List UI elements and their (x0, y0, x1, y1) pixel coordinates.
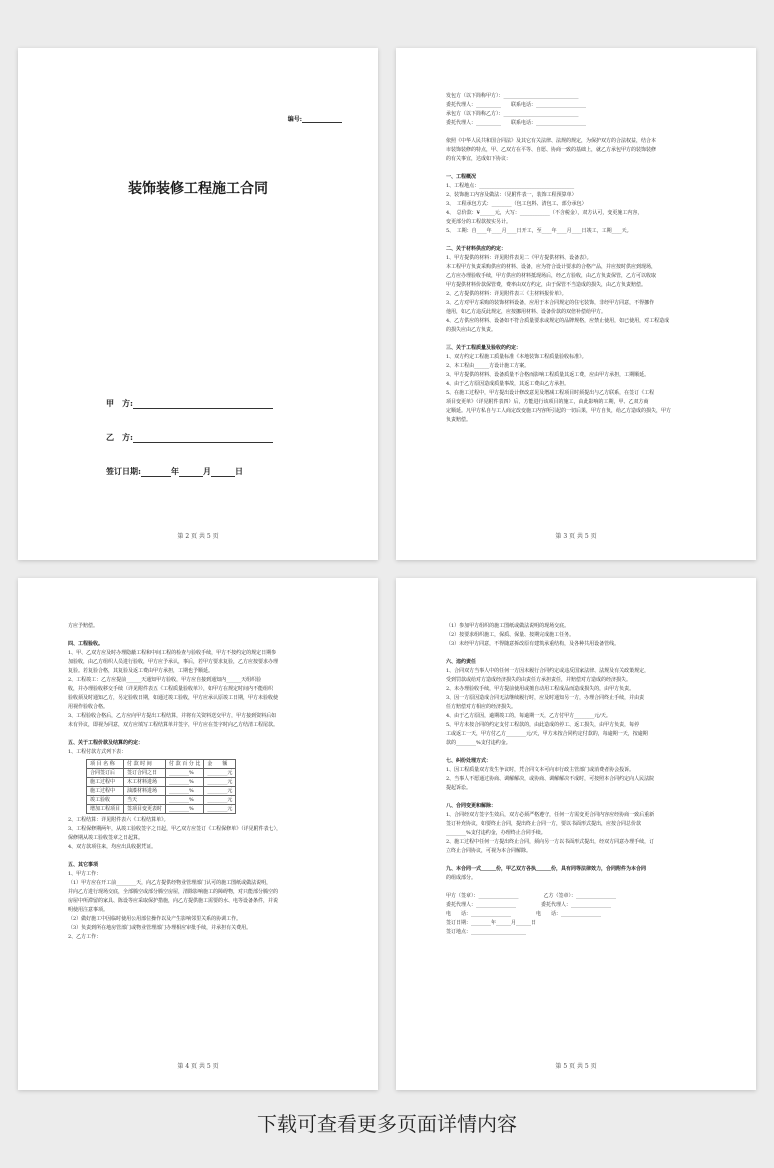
text-line: 签订日期：________年______月______日 (446, 920, 537, 926)
table-cell: ________% (166, 778, 204, 787)
text-line: 委托代理人：________________ 委托代理人：________________ (446, 902, 612, 908)
text-line: 2、工程竣工：乙方应提前______天通知甲方验收，甲方应自接到通知内______天组织验 (68, 677, 262, 683)
text-line: 他用，如乙方违反此规定，应按挪用材料、设备价款的双倍补偿给甲方。 (446, 309, 607, 315)
paragraph-gap (68, 631, 330, 640)
paragraph-gap (68, 730, 330, 739)
text-line: 1、甲方提供的材料：详见附件表见二《甲方提供材料、设备表》。 (446, 255, 592, 261)
table-row (87, 805, 236, 814)
text-line: 2、乙方提供的材料：详见附件表三《主材料报价单》。 (446, 291, 567, 297)
text-line: （2）做好施工中因临时使用公用部位操作以及产生影响邻里关系的协调工作。 (68, 916, 242, 922)
text-line: 明使用注意事项。 (68, 907, 109, 913)
text-line: 5、在施工过程中，甲方提出设计修改意见及增减工程项目时须提出与乙方联系，在签订《工程 (446, 390, 655, 396)
table-cell: ________% (166, 769, 204, 778)
text-line: 款的________%支付违约金。 (446, 740, 511, 746)
text-line: 的组成部分。 (446, 875, 477, 881)
text-line: 依照《中华人民共和国合同法》及其它有关法律、法规的规定，为保护双方的合法权益，结合本 (446, 138, 657, 144)
text-line: 立终止合同协议，可视为本合同解除。 (446, 848, 532, 854)
month-label: 月 (202, 466, 211, 476)
text-line: 3、工程保修期两年，从竣工验收签字之日起，甲乙双方应签订《工程保修单》（详见附件表七）， (68, 826, 282, 832)
paragraph-gap (446, 649, 708, 658)
section-heading: 五、其它事项 (68, 862, 99, 868)
contract-cover-page (18, 48, 378, 560)
download-more-banner: 下载可查看更多页面详情内容 (257, 1112, 517, 1136)
page-body-top (68, 622, 330, 757)
table-cell: ________元 (204, 769, 236, 778)
text-line: 5、甲方未按合同的约定支付工程款的，由此造成的停工、返工损失，由甲方负责，每停 (446, 722, 640, 728)
text-line: 受到罚款或给对方造成经济损失的由责任方承担责任，并赔偿对方造成的经济损失。 (446, 677, 632, 683)
text-line: 2、施工过程中任何一方提出终止合同，须向另一方以书面形式提出，经双方同意办理手续，订 (446, 839, 655, 845)
page-number: 第 4 页 共 5 页 (177, 1063, 219, 1070)
section-heading: 四、工程验收。 (68, 641, 104, 647)
text-line: （3）未经甲方同意，不得随意拆改原有建筑承重结构，及各种共用设备管线。 (446, 641, 620, 647)
table-row (87, 796, 236, 805)
text-line: 承包方（以下简称乙方）：______________________________ (446, 111, 579, 117)
sign-day-blank (211, 468, 235, 477)
contract-page-4 (18, 578, 378, 1090)
text-line: 验收须及时通知乙方，另定验收日期，如通过竣工验收，甲方应承认原竣工日期，甲方未验收使 (68, 695, 279, 701)
text-line: 甲方提供材料价款保管费，费率由双方约定，由于保管不当造成的损失，由乙方负责赔偿。 (446, 282, 647, 288)
paragraph-gap (68, 852, 330, 861)
page-number: 第 5 页 共 5 页 (555, 1063, 597, 1070)
contract-number-label: 编号: (287, 116, 302, 123)
text-line: 2、本工程由______方设计施工方案。 (446, 363, 530, 369)
section-heading: 七、纠纷处理方式： (446, 758, 492, 764)
party-b-label: 乙 方: (106, 432, 133, 442)
text-line: 用视作验收合格。 (68, 704, 109, 710)
page-body (446, 92, 708, 425)
table-header-cell: 付 款 百 分 比 (166, 760, 204, 769)
table-row (87, 787, 236, 796)
table-cell: 当天 (124, 796, 166, 805)
text-line: （2）按要求组织施工，保质、保量、按期完成施工任务。 (446, 632, 575, 638)
text-line: 3、甲方提供的材料、设备质量不合格而影响工程质量其返工费，应由甲方承担，工期顺延。 (446, 372, 650, 378)
paragraph-gap (446, 856, 708, 865)
sign-date-field (106, 466, 243, 477)
table-cell: 合同签订后 (87, 769, 124, 778)
text-line: 电 话：________________ 电 话：________________ (446, 911, 602, 917)
text-line: 加验收，由乙方组织人员进行验收，甲方应予承认，事后，若甲方要求复验，乙方应按要求办理 (68, 659, 279, 665)
table-header-cell: 金 额 (204, 760, 236, 769)
section-heading: 六、违约责任 (446, 659, 477, 665)
section-heading: 五、关于工程价款及结算的约定： (68, 740, 144, 746)
contract-page-5 (396, 578, 756, 1090)
text-line: 项目变更单》（详见附件表四）后，方能进行该项目的施工，由此影响的工期，甲、乙双方商 (446, 399, 649, 405)
text-line: 1、因工程质量双方发生争议时，凭合同文本可向市行政主管部门或消费者协会投诉。 (446, 767, 635, 773)
table-header-cell: 项 目 名 称 (87, 760, 124, 769)
payment-schedule-table (86, 759, 236, 814)
text-line: 4、双方款项往来，均应出具收据凭证。 (68, 844, 157, 850)
sign-month-blank (179, 468, 203, 477)
page-number: 第 2 页 共 5 页 (177, 533, 219, 540)
table-cell: 签订合同之日 (124, 769, 166, 778)
text-line: 1、甲方工作： (68, 871, 102, 877)
table-header-cell: 付 款 时 间 (124, 760, 166, 769)
text-line: 3、因一方原因造成合同无法继续履行时，应及时通知另一方，办理合同终止手续，并由责 (446, 695, 645, 701)
paragraph-gap (446, 164, 708, 173)
table-cell: ________元 (204, 805, 236, 814)
section-heading: 三、关于工程质量及验收的约定： (446, 345, 522, 351)
page-body (446, 622, 708, 937)
text-line: 并向乙方进行现场交底，全部腾空或部分腾空房屋，清除影响施工的障碍物，对只能部分腾空的 (68, 889, 279, 895)
text-line: 4、由于乙方原因造成质量事故，其返工费由乙方承担。 (446, 381, 570, 387)
text-line: 保修期从竣工验收签章之日起算。 (68, 835, 144, 841)
section-heading: 九、本合同一式______份，甲乙双方各执______份，具有同等法律效力，合同附件为本合同 (446, 866, 647, 872)
text-line: 3、乙方对甲方采购的装饰材料设备，应用于本合同规定的住宅装饰，非经甲方同意，不得挪作 (446, 300, 655, 306)
text-line: （1）甲方应在开工前________天，向乙方提供经物业管理部门认可的施工图纸或做法说明， (68, 880, 272, 886)
table-cell: ________% (166, 787, 204, 796)
text-line: （1）参加甲方组织的施工图纸或做法说明的现场交底。 (446, 623, 570, 629)
text-line: 未有异议，即视为同意，双方应填写工程结算单并签字，甲方应在签字时向乙方结清工程尾款。 (68, 722, 279, 728)
text-line: 任方赔偿对方相应的经济损失。 (446, 704, 517, 710)
contract-number-field (288, 114, 342, 123)
text-line: 4、 总价款：¥______元，大写：____________（不含税金），双方认可，变更施工内容， (446, 210, 643, 216)
text-line: 1、甲、乙双方应及时办理隐蔽工程和中间工程的检查与验收手续，甲方不按约定的规定日期参 (68, 650, 277, 656)
party-a-label: 甲 方: (106, 398, 133, 408)
contract-number-blank (302, 116, 342, 123)
paragraph-gap (446, 128, 708, 137)
text-line: 3、工程验收合格后，乙方应向甲方提出工程结算，并将有关资料送交甲方，甲方接到资料后如 (68, 713, 277, 719)
table-row (87, 769, 236, 778)
table-cell: ________元 (204, 796, 236, 805)
text-line: 1、合同经双方签字生效后，双方必须严格遵守，任何一方需变更合同内容应经协商一致后重新 (446, 812, 655, 818)
paragraph-gap (446, 236, 708, 245)
text-line: 签订补充协议，如要终止合同，提出终止合同一方，要以书面形式提出，应按合同总价款 (446, 821, 642, 827)
party-b-blank (133, 434, 273, 443)
page-body-bottom (68, 816, 330, 942)
paragraph-gap (446, 748, 708, 757)
text-line: 定顺延。凡甲方私自与工人商定改变施工内容所引起的一切后果，甲方自负，给乙方造成的损失，甲方 (446, 408, 672, 414)
table-cell: ________% (166, 805, 204, 814)
sign-date-label: 签订日期: (106, 466, 141, 476)
text-line: 乙方应办理验收手续，甲方供应的材料抵现场后，经乙方验收，由乙方负责保管，乙方可以收取 (446, 273, 657, 279)
table-cell: 油漆材料进场 (124, 787, 166, 796)
section-heading: 二、关于材料供应的约定： (446, 246, 507, 252)
text-line: 收，并办理验收移交手续（详见附件表五《工程质量验收单》），如甲方在规定时间内不能组织 (68, 686, 274, 692)
text-line: 5、 工期：自____年____月____日开工，至____年____月____日竣工，工期____天。 (446, 228, 632, 234)
text-line: 房屋中所滞留的家具、陈设等应采取保护措施，向乙方提供施工需要的水、电等设备条件，并说 (68, 898, 279, 904)
table-cell: 签项目变更表时 (124, 805, 166, 814)
table-row (87, 778, 236, 787)
contract-page-3 (396, 48, 756, 560)
text-line: （3）负责到所在地房管部门或物业管理部门办理相应审批手续，并承担有关费用。 (68, 925, 252, 931)
table-cell: ________% (166, 796, 204, 805)
year-label: 年 (170, 466, 179, 476)
text-line: 委托代理人：__________ 联系电话：____________________ (446, 102, 587, 108)
table-cell: 增加工程项目 (87, 805, 124, 814)
day-label: 日 (234, 466, 243, 476)
paragraph-gap (446, 335, 708, 344)
text-line: 市装饰装修的特点，甲、乙双方在平等、自愿、协商一致的基础上，就乙方承包甲方的装饰装修 (446, 147, 657, 153)
text-line: 1、双方约定工程施工质量标准《本地装饰工程质量验收标准》。 (446, 354, 587, 360)
party-b-field (106, 432, 273, 443)
text-line: 4、乙方供应的材料、设备如不符合质量要求或规定的品牌规格，应禁止使用，如已使用，对工程造成 (446, 318, 670, 324)
table-cell: 竣工验收 (87, 796, 124, 805)
paragraph-gap (446, 883, 708, 892)
text-line: 甲方（签章）：________________ 乙方（签章）：________________ (446, 893, 617, 899)
table-cell: ________元 (204, 787, 236, 796)
text-line: 1、工程付款方式列下表： (68, 749, 127, 755)
table-cell: 施工过程中 (87, 787, 124, 796)
text-line: 3、 工程承包方式：________（包工包料、清包工、部分承包） (446, 201, 587, 207)
table-cell: 施工过程中 (87, 778, 124, 787)
text-line: 提起诉讼。 (446, 785, 472, 791)
text-line: 2、当事人不愿通过协商、调解解决，或协商、调解解决不成时，可按照本合同约定向人民法院 (446, 776, 655, 782)
party-a-blank (133, 400, 273, 409)
table-cell: 木工材料进场 (124, 778, 166, 787)
paragraph-gap (446, 793, 708, 802)
text-line: 的有关事宜，达成如下协议： (446, 156, 512, 162)
text-line: 签订地点：______________________ (446, 929, 527, 935)
table-header-row (87, 760, 236, 769)
text-line: 2、乙方工作： (68, 934, 102, 940)
text-line: 1、工程地点：______________________________________ (446, 183, 575, 189)
text-line: 委托代理人：__________ 联系电话：____________________ (446, 120, 587, 126)
party-a-field (106, 398, 273, 409)
table-cell: ________元 (204, 778, 236, 787)
text-line: 变更部分的工程款按实另计。 (446, 219, 512, 225)
text-line: 2、装饰施工内容及做法：（见附件表一，装饰工程预算单） (446, 192, 577, 198)
text-line: 1、合同双方当事人中的任何一方因未履行合同约定或违反国家法律、法规及有关政策规定， (446, 668, 650, 674)
contract-title: 装饰装修工程施工合同 (128, 181, 268, 197)
section-heading: 一、工程概况 (446, 174, 477, 180)
text-line: 的损失应由乙方负责。 (446, 327, 497, 333)
sign-year-blank (141, 468, 171, 477)
text-line: 2、未办理验收手续，甲方提前使用或擅自动用工程成品而造成损失的，由甲方负责。 (446, 686, 635, 692)
text-line: 复验。若复验合格，其复验及返工费由甲方承担，工期也予顺延。 (68, 668, 214, 674)
page-body (68, 622, 330, 942)
text-line: 方应予赔偿。 (68, 623, 99, 629)
page-number: 第 3 页 共 5 页 (555, 533, 597, 540)
text-line: 发包方（以下简称甲方）：______________________________ (446, 93, 579, 99)
text-line: 负责赔偿。 (446, 417, 472, 423)
text-line: 工或返工一天，甲方付乙方________元/天，甲方未按合同约定付款的，每逾期一天，按逾期 (446, 731, 648, 737)
text-line: 2、工程结算：详见附件表六《工程结算单》。 (68, 817, 169, 823)
text-line: 4、由于乙方原因，逾期竣工的，每逾期一天，乙方付甲方________元/天。 (446, 713, 611, 719)
section-heading: 八、合同变更和解除： (446, 803, 497, 809)
text-line: ________%支付违约金，办理终止合同手续。 (446, 830, 546, 836)
text-line: 本工程甲方负责采购供应的材料、设备，应为符合设计要求的合格产品，并应按时供应到现场， (446, 264, 657, 270)
